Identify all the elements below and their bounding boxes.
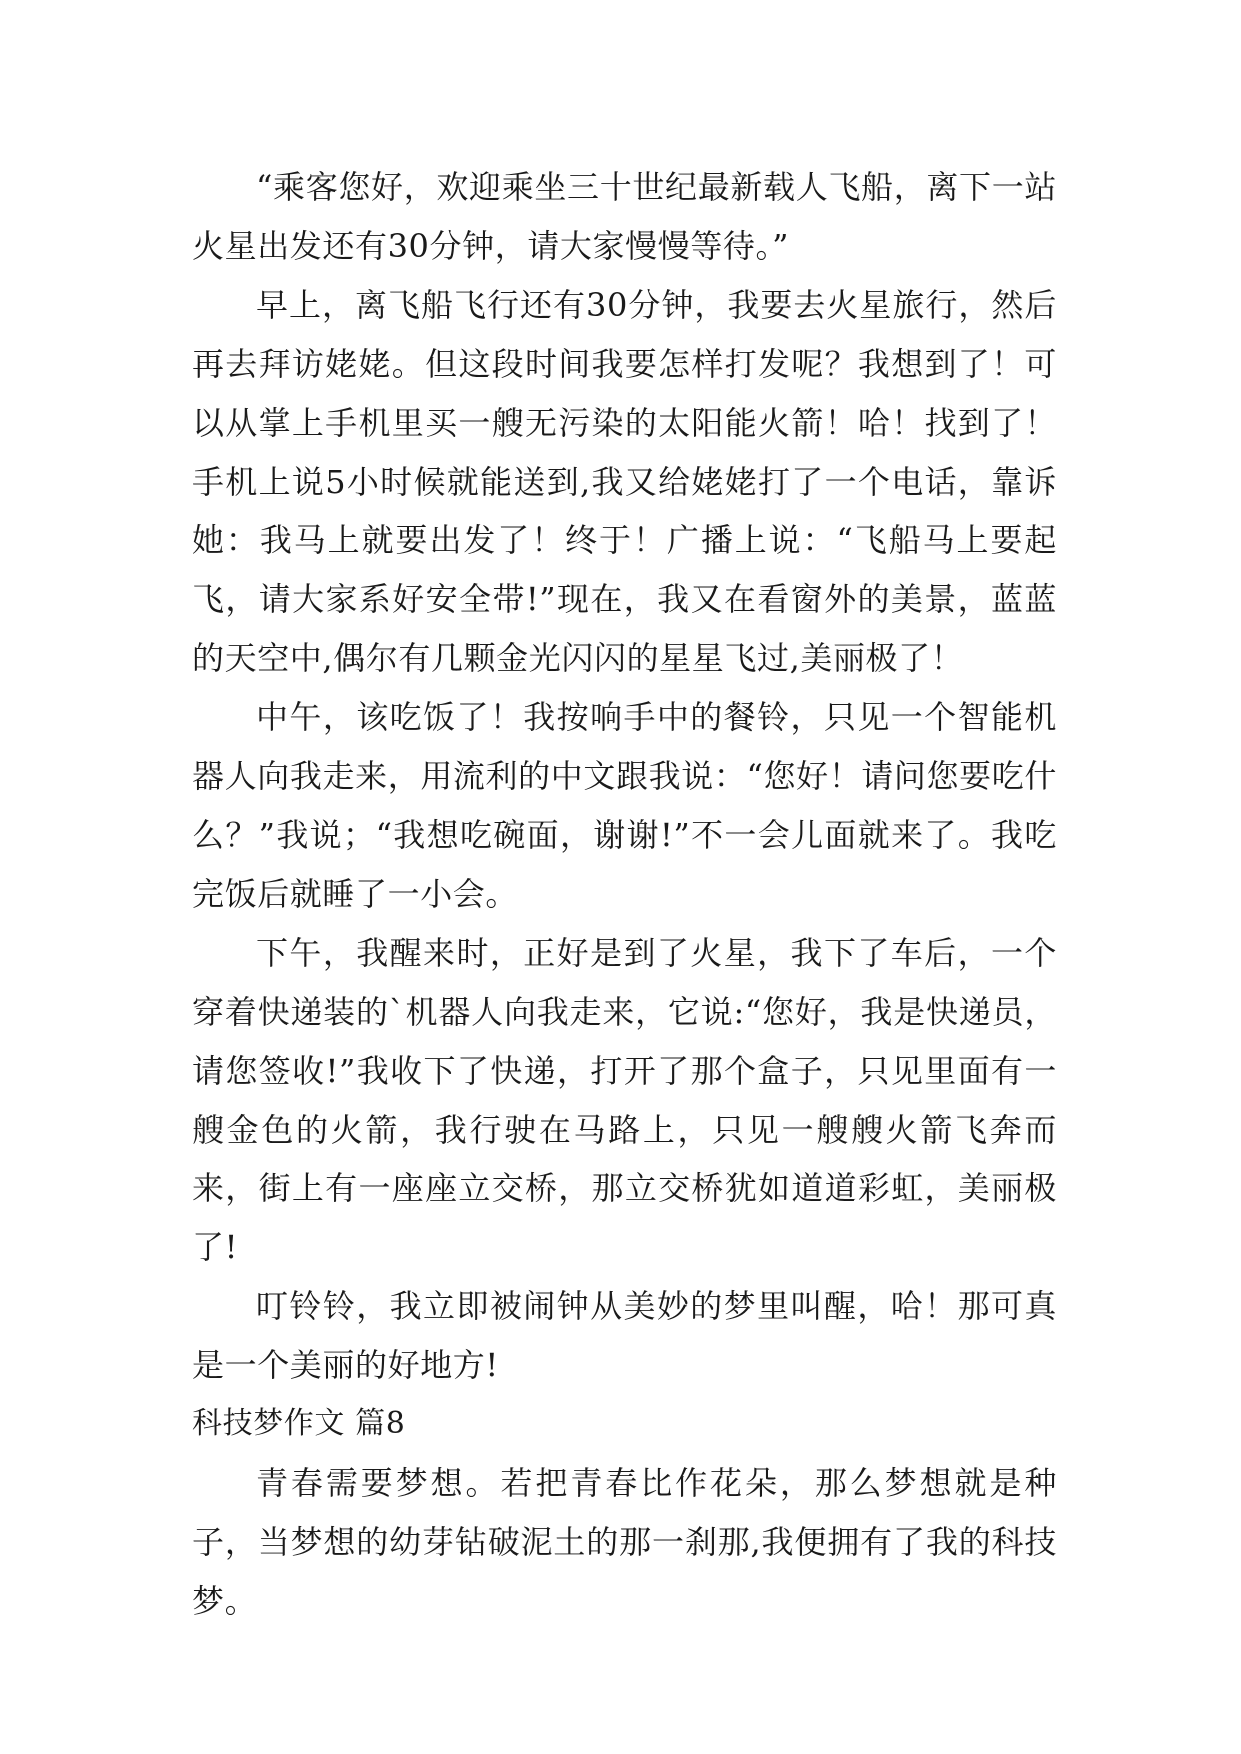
paragraph-greeting: “乘客您好，欢迎乘坐三十世纪最新载人飞船，离下一站火星出发还有30分钟，请大家慢慢等待。” <box>192 168 1057 265</box>
paragraph-noon: 中午，该吃饭了！我按响手中的餐铃，只见一个智能机器人向我走来，用流利的中文跟我说：“您好！请问您要吃什么？”我说；“我想吃碗面，谢谢!”不一会儿面就来了。我吃完饭后就睡了一小会。 <box>192 698 1057 913</box>
paragraph-afternoon: 下午，我醒来时，正好是到了火星，我下了车后，一个穿着快递装的`机器人向我走来，它说:“您好，我是快递员，请您签收!”我收下了快递，打开了那个盒子，只见里面有一艘金色的火箭，我行驶在马路上，只见一艘艘火箭飞奔而来，街上有一座座立交桥，那立交桥犹如道道彩虹，美丽极了! <box>192 933 1057 1267</box>
paragraph-section8-intro: 青春需要梦想。若把青春比作花朵，那么梦想就是种子，当梦想的幼芽钻破泥土的那一刹那,我便拥有了我的科技梦。 <box>192 1463 1057 1620</box>
section-heading: 科技梦作文 篇8 <box>192 1406 406 1442</box>
paragraph-alarm: 叮铃铃，我立即被闹钟从美妙的梦里叫醒，哈！那可真是一个美丽的好地方! <box>192 1287 1057 1385</box>
document-body <box>192 158 1057 1631</box>
paragraph-morning: 早上，离飞船飞行还有30分钟，我要去火星旅行，然后再去拜访姥姥。但这段时间我要怎样打发呢？我想到了！可以从掌上手机里买一艘无污染的太阳能火箭！哈！找到了！手机上说5小时候就能送到,我又给姥姥打了一个电话，靠诉她：我马上就要出发了！终于！广播上说：“飞船马上要起飞，请大家系好安全带!”现在，我又在看窗外的美景，蓝蓝的天空中,偶尔有几颗金光闪闪的星星飞过,美丽极了！ <box>192 285 1057 678</box>
